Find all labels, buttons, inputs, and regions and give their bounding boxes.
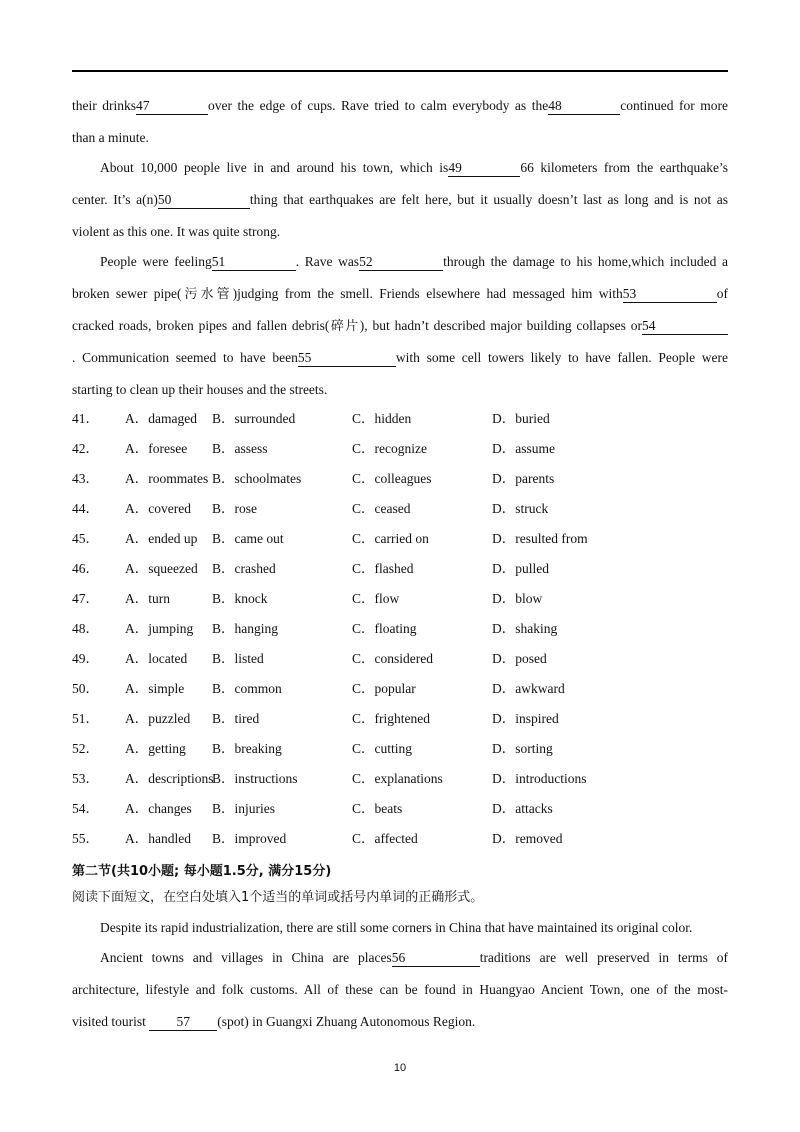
option-d[interactable]: D．inspired bbox=[492, 711, 559, 726]
blank-49[interactable]: 49 bbox=[448, 160, 520, 177]
blank-54[interactable]: 54 bbox=[642, 318, 728, 335]
option-a[interactable]: A．jumping bbox=[125, 621, 194, 636]
passage2-line-4: visited tourist 57 (spot) in Guangxi Zhuang Autonomous Region. bbox=[72, 1014, 476, 1029]
option-b[interactable]: B．knock bbox=[212, 591, 268, 606]
question-row bbox=[72, 529, 728, 549]
option-c[interactable]: C．recognize bbox=[352, 441, 427, 456]
question-number: 51． bbox=[72, 711, 99, 726]
question-number: 49． bbox=[72, 651, 99, 666]
question-row bbox=[72, 829, 728, 849]
question-number: 53． bbox=[72, 771, 99, 786]
option-c[interactable]: C．hidden bbox=[352, 411, 412, 426]
question-row bbox=[72, 649, 728, 669]
blank-47[interactable]: 47 bbox=[136, 98, 208, 115]
question-row bbox=[72, 559, 728, 579]
question-number: 52． bbox=[72, 741, 99, 756]
blank-57[interactable]: 57 bbox=[149, 1014, 217, 1031]
option-d[interactable]: D．removed bbox=[492, 831, 563, 846]
page-number: 10 bbox=[393, 1062, 407, 1074]
question-row bbox=[72, 799, 728, 819]
option-d[interactable]: D．introductions bbox=[492, 771, 587, 786]
option-d[interactable]: D．blow bbox=[492, 591, 543, 606]
option-d[interactable]: D．struck bbox=[492, 501, 549, 516]
option-b[interactable]: B．rose bbox=[212, 501, 257, 516]
blank-52[interactable]: 52 bbox=[359, 254, 443, 271]
question-row bbox=[72, 769, 728, 789]
passage1-line-6: People were feeling51 . Rave was52 through the damage to his home,which included a bbox=[100, 254, 728, 269]
question-number: 41． bbox=[72, 411, 99, 426]
question-number: 50． bbox=[72, 681, 99, 696]
passage1-line-8: cracked roads, broken pipes and fallen debris(碎片), but hadn’t described major building collapses or54 bbox=[72, 316, 728, 337]
option-d[interactable]: D．attacks bbox=[492, 801, 553, 816]
question-number: 43． bbox=[72, 471, 99, 486]
option-d[interactable]: D．shaking bbox=[492, 621, 558, 636]
option-c[interactable]: C．explanations bbox=[352, 771, 443, 786]
option-a[interactable]: A．squeezed bbox=[125, 561, 198, 576]
blank-55[interactable]: 55 bbox=[298, 350, 396, 367]
option-b[interactable]: B．crashed bbox=[212, 561, 276, 576]
option-b[interactable]: B．tired bbox=[212, 711, 260, 726]
question-number: 48． bbox=[72, 621, 99, 636]
option-c[interactable]: C．colleagues bbox=[352, 471, 432, 486]
option-a[interactable]: A．changes bbox=[125, 801, 192, 816]
option-c[interactable]: C．floating bbox=[352, 621, 417, 636]
passage2-line-2: Ancient towns and villages in China are places56 traditions are well preserved in terms of bbox=[100, 950, 728, 965]
option-b[interactable]: B．breaking bbox=[212, 741, 282, 756]
option-a[interactable]: A．located bbox=[125, 651, 188, 666]
option-d[interactable]: D．assume bbox=[492, 441, 555, 456]
blank-51[interactable]: 51 bbox=[212, 254, 296, 271]
option-c[interactable]: C．carried on bbox=[352, 531, 429, 546]
blank-53[interactable]: 53 bbox=[623, 286, 717, 303]
question-row bbox=[72, 739, 728, 759]
passage1-line-2: than a minute. bbox=[72, 130, 149, 145]
question-number: 45． bbox=[72, 531, 99, 546]
passage2-line-1: Despite its rapid industrialization, there are still some corners in China that have maintained its original color. bbox=[100, 920, 693, 935]
option-b[interactable]: B．hanging bbox=[212, 621, 278, 636]
option-c[interactable]: C．popular bbox=[352, 681, 416, 696]
option-b[interactable]: B．instructions bbox=[212, 771, 298, 786]
option-c[interactable]: C．considered bbox=[352, 651, 433, 666]
option-c[interactable]: C．frightened bbox=[352, 711, 430, 726]
option-a[interactable]: A．getting bbox=[125, 741, 186, 756]
passage2-line-3: architecture, lifestyle and folk customs. All of these can be found in Huangyao Ancient Town, one of the most- bbox=[72, 982, 728, 997]
option-d[interactable]: D．pulled bbox=[492, 561, 549, 576]
option-a[interactable]: A．handled bbox=[125, 831, 191, 846]
passage1-line-9: . Communication seemed to have been55 with some cell towers likely to have fallen. People were bbox=[72, 350, 728, 365]
passage1-line-3: About 10,000 people live in and around his town, which is49 66 kilometers from the earthquake’s bbox=[100, 160, 728, 175]
question-number: 46． bbox=[72, 561, 99, 576]
header-rule bbox=[72, 70, 728, 72]
blank-48[interactable]: 48 bbox=[548, 98, 620, 115]
option-c[interactable]: C．flow bbox=[352, 591, 400, 606]
option-a[interactable]: A．ended up bbox=[125, 531, 198, 546]
option-b[interactable]: B．surrounded bbox=[212, 411, 296, 426]
option-a[interactable]: A．descriptions bbox=[125, 771, 214, 786]
option-d[interactable]: D．buried bbox=[492, 411, 550, 426]
option-c[interactable]: C．ceased bbox=[352, 501, 411, 516]
question-row bbox=[72, 589, 728, 609]
passage1-line-7: broken sewer pipe(污水管)judging from the smell. Friends elsewhere had messaged him with53 of bbox=[72, 286, 728, 302]
passage1-line-10: starting to clean up their houses and the streets. bbox=[72, 382, 328, 397]
option-a[interactable]: A．puzzled bbox=[125, 711, 191, 726]
blank-56[interactable]: 56 bbox=[392, 950, 480, 967]
option-a[interactable]: A．covered bbox=[125, 501, 191, 516]
question-row bbox=[72, 619, 728, 639]
option-b[interactable]: B．schoolmates bbox=[212, 471, 302, 486]
option-c[interactable]: C．flashed bbox=[352, 561, 414, 576]
section2-title: 第二节(共10小题; 每小题1.5分, 满分15分) bbox=[72, 864, 332, 879]
option-b[interactable]: B．injuries bbox=[212, 801, 275, 816]
option-b[interactable]: B．assess bbox=[212, 441, 268, 456]
question-row bbox=[72, 679, 728, 699]
question-number: 42． bbox=[72, 441, 99, 456]
question-number: 47． bbox=[72, 591, 99, 606]
question-row bbox=[72, 499, 728, 519]
question-number: 44． bbox=[72, 501, 99, 516]
option-a[interactable]: A．roommates bbox=[125, 471, 209, 486]
option-a[interactable]: A．turn bbox=[125, 591, 170, 606]
question-row bbox=[72, 709, 728, 729]
option-b[interactable]: B．improved bbox=[212, 831, 287, 846]
option-b[interactable]: B．came out bbox=[212, 531, 284, 546]
option-a[interactable]: A．foresee bbox=[125, 441, 188, 456]
option-d[interactable]: D．sorting bbox=[492, 741, 553, 756]
passage1-line-1: their drinks47 over the edge of cups. Rave tried to calm everybody as the48 continued for more bbox=[72, 98, 728, 113]
section2-instruction: 阅读下面短文，在空白处填入1个适当的单词或括号内单词的正确形式。 bbox=[72, 890, 484, 905]
option-d[interactable]: D．posed bbox=[492, 651, 547, 666]
option-b[interactable]: B．common bbox=[212, 681, 282, 696]
blank-50[interactable]: 50 bbox=[158, 192, 250, 209]
option-d[interactable]: D．awkward bbox=[492, 681, 565, 696]
option-a[interactable]: A．damaged bbox=[125, 411, 197, 426]
option-d[interactable]: D．resulted from bbox=[492, 531, 588, 546]
option-c[interactable]: C．beats bbox=[352, 801, 403, 816]
question-row bbox=[72, 439, 728, 459]
question-number: 54． bbox=[72, 801, 99, 816]
option-b[interactable]: B．listed bbox=[212, 651, 264, 666]
passage1-line-4: center. It’s a(n)50 thing that earthquakes are felt here, but it usually doesn’t last as long and is not as bbox=[72, 192, 728, 207]
option-a[interactable]: A．simple bbox=[125, 681, 185, 696]
question-row bbox=[72, 469, 728, 489]
question-number: 55． bbox=[72, 831, 99, 846]
question-row bbox=[72, 409, 728, 429]
option-c[interactable]: C．affected bbox=[352, 831, 418, 846]
option-d[interactable]: D．parents bbox=[492, 471, 555, 486]
option-c[interactable]: C．cutting bbox=[352, 741, 412, 756]
passage1-line-5: violent as this one. It was quite strong. bbox=[72, 224, 281, 239]
